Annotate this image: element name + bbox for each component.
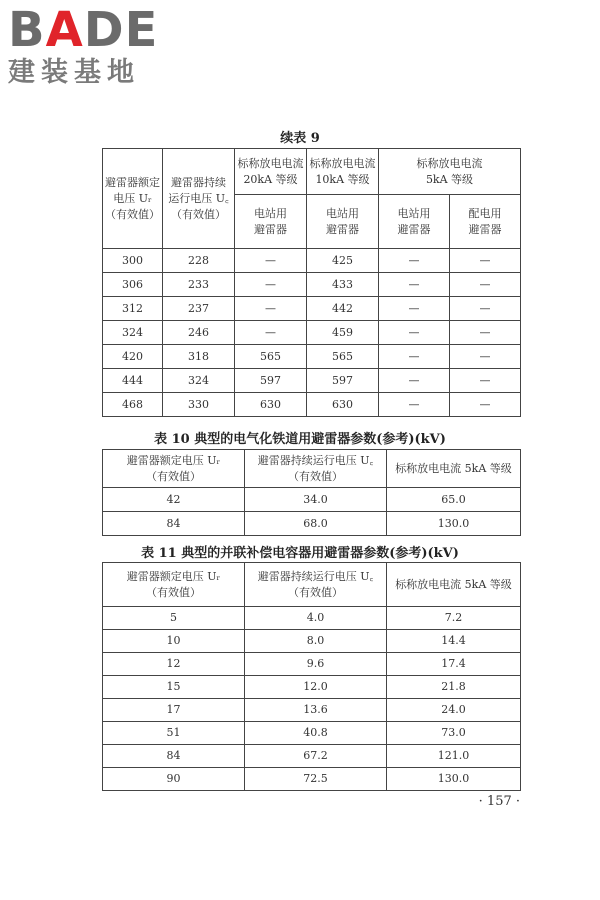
table10-caption: 表 10 典型的电气化铁道用避雷器参数(参考)(kV) xyxy=(154,432,446,447)
logo-mark-accent: A xyxy=(45,2,84,58)
table-cell: 84 xyxy=(103,745,245,768)
table-cell: 4.0 xyxy=(245,607,387,630)
table-cell: 13.6 xyxy=(245,699,387,722)
table9-header-5ka: 标称放电电流 5kA 等级 xyxy=(379,149,521,195)
table-row xyxy=(103,297,521,321)
table-cell: 90 xyxy=(103,768,245,791)
table-cell: — xyxy=(235,249,307,273)
table-cell: 8.0 xyxy=(245,630,387,653)
table9 xyxy=(102,148,521,417)
table-cell: 17.4 xyxy=(387,653,521,676)
table11-header-rated-voltage: 避雷器额定电压 Uᵣ （有效值） xyxy=(103,563,245,607)
table10-header-rated-voltage: 避雷器额定电压 Uᵣ （有效值） xyxy=(103,450,245,488)
logo-subtitle: 建装基地 xyxy=(8,57,140,88)
table9-header-continuous-voltage: 避雷器持续 运行电压 U꜀ （有效值） xyxy=(163,149,235,249)
table-cell: 444 xyxy=(103,369,163,393)
table-cell: 65.0 xyxy=(387,488,521,512)
table-cell: 68.0 xyxy=(245,512,387,536)
table-row xyxy=(103,699,521,722)
table-cell: 9.6 xyxy=(245,653,387,676)
table-cell: — xyxy=(379,297,450,321)
table-cell: 433 xyxy=(307,273,379,297)
table-cell: 14.4 xyxy=(387,630,521,653)
table-cell: — xyxy=(379,249,450,273)
table-cell: 21.8 xyxy=(387,676,521,699)
table9-subheader: 电站用 避雷器 xyxy=(235,195,307,249)
table-cell: — xyxy=(450,273,521,297)
table-row xyxy=(103,653,521,676)
table-cell: 24.0 xyxy=(387,699,521,722)
table-row xyxy=(103,512,521,536)
table-cell: 597 xyxy=(235,369,307,393)
table10-header-continuous-voltage: 避雷器持续运行电压 U꜀ （有效值） xyxy=(245,450,387,488)
table-cell: 324 xyxy=(103,321,163,345)
table-cell: 34.0 xyxy=(245,488,387,512)
table-cell: 12.0 xyxy=(245,676,387,699)
table-cell: 233 xyxy=(163,273,235,297)
table-cell: 459 xyxy=(307,321,379,345)
table-row xyxy=(103,273,521,297)
table-cell: 420 xyxy=(103,345,163,369)
table-cell: 630 xyxy=(307,393,379,417)
table-row xyxy=(103,607,521,630)
table-cell: — xyxy=(450,345,521,369)
table-cell: — xyxy=(235,297,307,321)
table9-subheader: 配电用 避雷器 xyxy=(450,195,521,249)
table9-header-rated-voltage: 避雷器额定 电压 Uᵣ （有效值） xyxy=(103,149,163,249)
table-cell: 237 xyxy=(163,297,235,321)
table-cell: 630 xyxy=(235,393,307,417)
table-cell: 67.2 xyxy=(245,745,387,768)
logo-mark xyxy=(8,2,178,58)
table10 xyxy=(102,449,521,536)
table-cell: 121.0 xyxy=(387,745,521,768)
table9-subheader: 电站用 避雷器 xyxy=(379,195,450,249)
table-cell: 597 xyxy=(307,369,379,393)
table-cell: 84 xyxy=(103,512,245,536)
table-cell: 468 xyxy=(103,393,163,417)
table-row xyxy=(103,321,521,345)
page-number: · 157 · xyxy=(478,794,520,809)
table-cell: 228 xyxy=(163,249,235,273)
table-cell: — xyxy=(379,321,450,345)
table-cell: — xyxy=(379,345,450,369)
table-cell: 12 xyxy=(103,653,245,676)
table-cell: — xyxy=(450,297,521,321)
table-cell: 40.8 xyxy=(245,722,387,745)
table9-header-10ka: 标称放电电流 10kA 等级 xyxy=(307,149,379,195)
table-row xyxy=(103,676,521,699)
table-cell: — xyxy=(235,273,307,297)
table11-caption: 表 11 典型的并联补偿电容器用避雷器参数(参考)(kV) xyxy=(141,546,459,561)
table-row xyxy=(103,249,521,273)
table-cell: 51 xyxy=(103,722,245,745)
table-cell: 425 xyxy=(307,249,379,273)
table-cell: — xyxy=(379,393,450,417)
table-cell: 72.5 xyxy=(245,768,387,791)
table-cell: — xyxy=(450,249,521,273)
table-row xyxy=(103,745,521,768)
table9-subheader: 电站用 避雷器 xyxy=(307,195,379,249)
logo-mark-part: DE xyxy=(83,2,159,58)
table-row xyxy=(103,369,521,393)
table-row xyxy=(103,393,521,417)
table-cell: — xyxy=(450,393,521,417)
table-cell: 130.0 xyxy=(387,512,521,536)
table11-header-5ka: 标称放电电流 5kA 等级 xyxy=(387,563,521,607)
table-cell: 300 xyxy=(103,249,163,273)
table-cell: 7.2 xyxy=(387,607,521,630)
table9-header-20ka: 标称放电电流 20kA 等级 xyxy=(235,149,307,195)
table-cell: — xyxy=(450,321,521,345)
table-cell: 565 xyxy=(235,345,307,369)
table-cell: 324 xyxy=(163,369,235,393)
logo-mark-part: B xyxy=(8,2,46,58)
table-cell: 5 xyxy=(103,607,245,630)
table-cell: 565 xyxy=(307,345,379,369)
table-cell: 318 xyxy=(163,345,235,369)
table-row xyxy=(103,345,521,369)
table-cell: 442 xyxy=(307,297,379,321)
table-cell: — xyxy=(235,321,307,345)
table-cell: — xyxy=(379,273,450,297)
table9-caption: 续表 9 xyxy=(280,131,320,146)
table-cell: 130.0 xyxy=(387,768,521,791)
table-cell: — xyxy=(379,369,450,393)
table-cell: 312 xyxy=(103,297,163,321)
table-cell: 17 xyxy=(103,699,245,722)
table-row xyxy=(103,630,521,653)
logo xyxy=(8,2,178,88)
table-cell: 246 xyxy=(163,321,235,345)
table10-header-5ka: 标称放电电流 5kA 等级 xyxy=(387,450,521,488)
table-cell: 10 xyxy=(103,630,245,653)
table-cell: 306 xyxy=(103,273,163,297)
table-cell: 330 xyxy=(163,393,235,417)
table-cell: 15 xyxy=(103,676,245,699)
table-row xyxy=(103,768,521,791)
table-cell: — xyxy=(450,369,521,393)
table-row xyxy=(103,722,521,745)
table-row xyxy=(103,488,521,512)
table11 xyxy=(102,562,521,791)
table11-header-continuous-voltage: 避雷器持续运行电压 U꜀ （有效值） xyxy=(245,563,387,607)
table-cell: 73.0 xyxy=(387,722,521,745)
table-cell: 42 xyxy=(103,488,245,512)
